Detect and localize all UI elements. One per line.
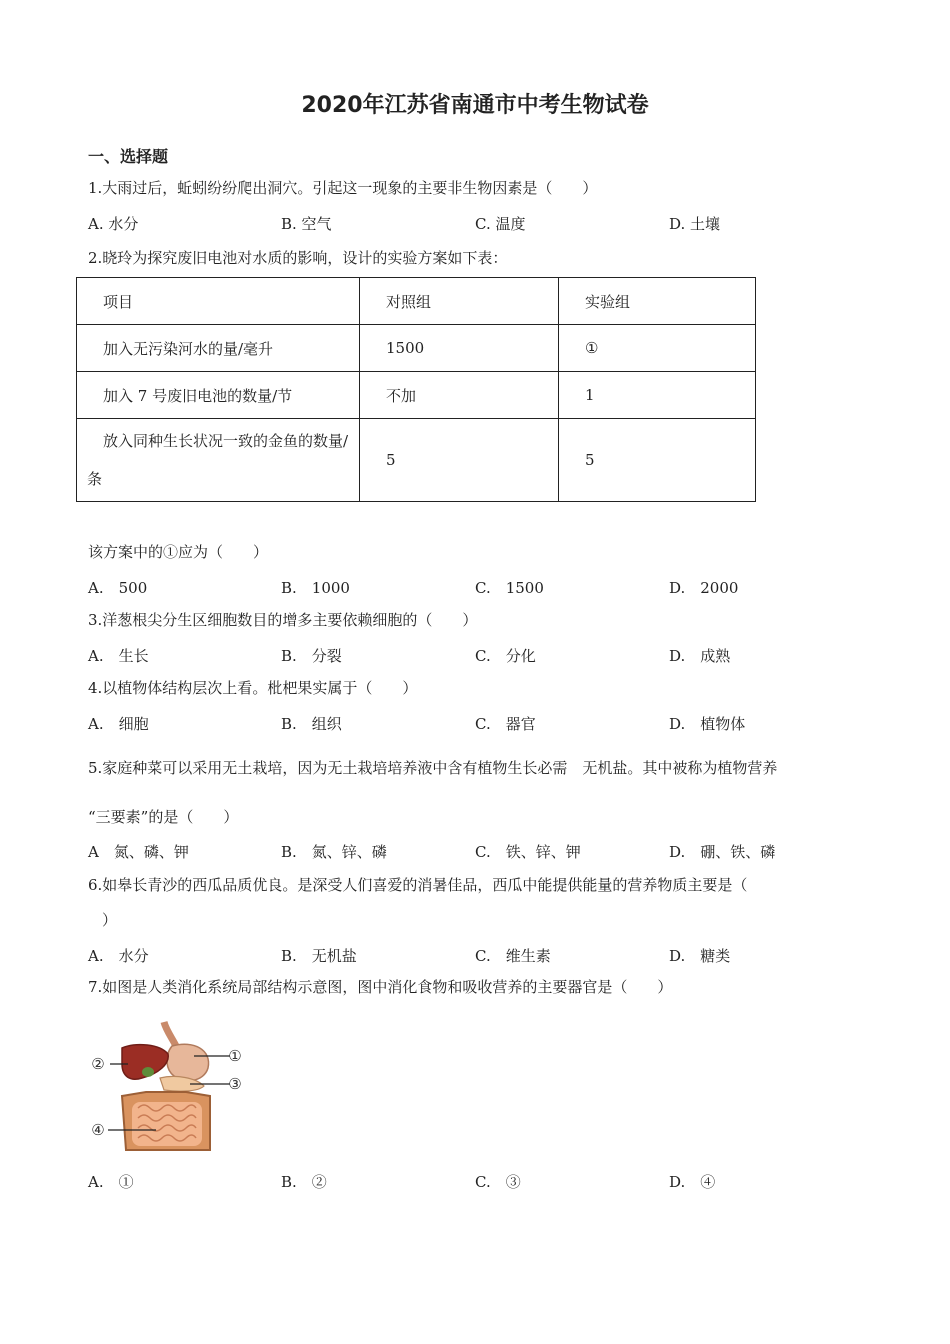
gallbladder-shape: [142, 1067, 154, 1077]
question-5-stem-line2: “三要素”的是（ ）: [88, 808, 239, 826]
table-cell: 1500: [360, 325, 559, 372]
figure-label-3: ③: [228, 1075, 242, 1093]
option-a: A. 水分: [88, 947, 149, 965]
option-b: B. 氮、锌、磷: [281, 843, 387, 861]
option-a: A. ①: [88, 1173, 134, 1191]
option-a: A. 生长: [88, 647, 149, 665]
question-2-options: [88, 577, 868, 597]
question-7-stem: 7.如图是人类消化系统局部结构示意图，图中消化食物和吸收营养的主要器官是（ ）: [88, 978, 673, 996]
question-7-options: [88, 1171, 868, 1191]
figure-label-2: ②: [91, 1055, 105, 1073]
option-c: C. 维生素: [475, 947, 551, 965]
option-b: B. ②: [281, 1173, 327, 1191]
question-5-stem-line1: 5.家庭种菜可以采用无土栽培，因为无土栽培培养液中含有植物生长必需 无机盐。其中被称为植物营养: [88, 759, 778, 777]
option-b: B. 组织: [281, 715, 342, 733]
table-cell: 加入 7 号废旧电池的数量/节: [77, 372, 360, 419]
option-d: D. 糖类: [669, 947, 731, 965]
table-header-cell: 对照组: [360, 278, 559, 325]
option-b: B. 分裂: [281, 647, 342, 665]
question-1-stem: 1.大雨过后，蚯蚓纷纷爬出洞穴。引起这一现象的主要非生物因素是（ ）: [88, 179, 598, 197]
figure-label-4: ④: [91, 1121, 105, 1139]
question-4-stem: 4.以植物体结构层次上看。枇杷果实属于（ ）: [88, 679, 418, 697]
option-a: A 氮、磷、钾: [88, 843, 189, 861]
option-c: C. 铁、锌、钾: [475, 843, 581, 861]
figure-label-1: ①: [228, 1047, 242, 1065]
table-header-cell: 实验组: [559, 278, 756, 325]
question-4-options: [88, 713, 868, 733]
option-a: A. 细胞: [88, 715, 149, 733]
esophagus-shape: [164, 1022, 176, 1046]
experiment-table: [76, 277, 756, 502]
option-a: A. 水分: [88, 215, 139, 233]
section-heading: 一、选择题: [88, 147, 169, 166]
question-5-options: [88, 841, 868, 861]
table-row: [77, 372, 756, 419]
table-cell: 5: [360, 419, 559, 502]
question-2-stem: 2.晓玲为探究废旧电池对水质的影响，设计的实验方案如下表：: [88, 249, 508, 267]
option-d: D. 硼、铁、磷: [669, 843, 776, 861]
option-b: B. 空气: [281, 215, 332, 233]
option-c: C. 1500: [475, 579, 544, 597]
question-6-stem-line2: ）: [102, 911, 118, 929]
option-d: D. 土壤: [669, 215, 721, 233]
table-header-cell: 项目: [77, 278, 360, 325]
option-c: C. 器官: [475, 715, 536, 733]
table-cell: 放入同种生长状况一致的金鱼的数量/条: [77, 419, 360, 502]
option-b: B. 无机盐: [281, 947, 357, 965]
question-3-options: [88, 645, 868, 665]
table-row: [77, 419, 756, 502]
question-6-options: [88, 945, 868, 965]
question-1-options: [88, 213, 868, 233]
table-cell: 不加: [360, 372, 559, 419]
table-cell: 加入无污染河水的量/毫升: [77, 325, 360, 372]
option-c: C. 分化: [475, 647, 536, 665]
table-cell: 1: [559, 372, 756, 419]
table-row: [77, 278, 756, 325]
page-title: 2020年江苏省南通市中考生物试卷: [301, 93, 649, 118]
stomach-shape: [167, 1044, 209, 1080]
table-cell: 5: [559, 419, 756, 502]
option-a: A. 500: [88, 579, 148, 597]
digestive-system-diagram: [86, 1020, 246, 1154]
small-intestine-shape: [132, 1102, 202, 1146]
question-3-stem: 3.洋葱根尖分生区细胞数目的增多主要依赖细胞的（ ）: [88, 611, 478, 629]
table-row: [77, 325, 756, 372]
option-d: D. 成熟: [669, 647, 731, 665]
table-cell: ①: [559, 325, 756, 372]
option-c: C. 温度: [475, 215, 526, 233]
option-d: D. 植物体: [669, 715, 746, 733]
option-c: C. ③: [475, 1173, 521, 1191]
option-d: D. ④: [669, 1173, 716, 1191]
option-b: B. 1000: [281, 579, 350, 597]
option-d: D. 2000: [669, 579, 739, 597]
question-2-follow: 该方案中的①应为（ ）: [88, 543, 269, 561]
question-6-stem-line1: 6.如皋长青沙的西瓜品质优良。是深受人们喜爱的消暑佳品，西瓜中能提供能量的营养物质主要是（: [88, 876, 748, 894]
